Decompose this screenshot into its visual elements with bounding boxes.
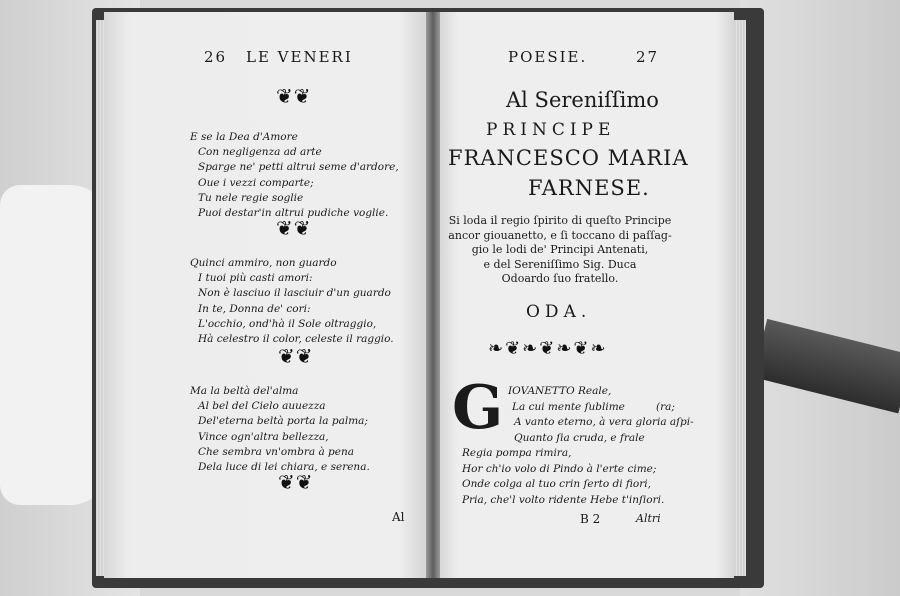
verse-line: Regia pompa rimira, (462, 447, 572, 459)
verse-line: I tuoi più casti amori: (198, 272, 313, 285)
right-page (434, 12, 734, 578)
argument-line: ancor giouanetto, e ſi toccano di paſſag- (448, 228, 672, 242)
verse-line: Dela luce di lei chiara, e serena. (198, 461, 370, 474)
verse-line: Quanto ſia cruda, e frale (514, 431, 645, 444)
verse-line: Pria, che'l volto ridente Hebe t'inſiori. (462, 493, 665, 506)
argument-line: Odoardo ſuo fratello. (501, 272, 619, 285)
verse-line: Sparge ne' petti altrui seme d'ardore, (198, 161, 399, 174)
verse-line: Non è lasciuo il lasciuir d'un guardo (198, 287, 391, 300)
argument-line: gio le lodi de' Principi Antenati, (471, 243, 649, 256)
verse-line: Ma la beltà del'alma (190, 385, 299, 397)
argument (440, 214, 680, 287)
argument-line: Si loda il regio ſpirito di queſto Principe (448, 214, 672, 227)
drop-cap-initial: G (452, 373, 504, 443)
verse-line: Del'eterna beltà porta la palma; (198, 415, 368, 428)
left-page-number: 26 (204, 48, 228, 66)
dedication-line: Al Sereniſſimo (506, 88, 659, 112)
ornament-1: ❦❦ (276, 84, 312, 108)
title-principe: PRINCIPE (486, 120, 616, 140)
verse-line: Quinci ammiro, non guardo (190, 257, 337, 269)
book-gutter (426, 12, 440, 578)
ornament-3: ❦❦ (278, 344, 314, 368)
verse-line: IOVANETTO Reale, (508, 385, 612, 397)
stanza-2 (190, 256, 394, 347)
signature-mark: B 2 (580, 512, 601, 526)
verse-line: A vanto eterno, à vera gloria aſpi- (514, 416, 694, 428)
verse-line: Tu nele regie soglie (198, 191, 304, 204)
verse-line: Vince ogn'altra bellezza, (198, 430, 329, 443)
title-farnese: FARNESE. (528, 176, 650, 200)
ornament-4: ❦❦ (278, 470, 314, 494)
ornament-2: ❦❦ (276, 216, 312, 240)
stanza-3 (190, 384, 370, 475)
oda-heading: ODA. (526, 302, 592, 322)
verse-tail: (ra; (656, 401, 675, 413)
verse-line: Onde colga al tuo crin ſerto di fiori, (462, 478, 651, 490)
verse-line: Hor ch'io volo di Pindo à l'erte cime; (462, 462, 657, 475)
right-running-head: POESIE. (508, 48, 588, 66)
verse-line: In te, Donna de' cori: (198, 302, 311, 315)
verse-line: La cui mente ſublime (512, 400, 625, 413)
left-catchword: Al (392, 510, 405, 524)
right-catchword: Altri (636, 512, 661, 525)
left-page (104, 12, 432, 578)
background-right (740, 0, 900, 596)
argument-line: e del Sereniſſimo Sig. Duca (483, 257, 637, 271)
page-edges-right (732, 20, 746, 576)
verse-line: Oue i vezzi comparte; (198, 176, 314, 189)
verse-line: E se la Dea d'Amore (190, 131, 298, 143)
title-francesco-maria: FRANCESCO MARIA (448, 146, 689, 170)
verse-line: Puoi destar'in altrui pudiche voglie. (198, 207, 389, 220)
verse-line: Che sembra vn'ombra à pena (198, 445, 354, 458)
ornament-band: ❧❦❧❦❧❦❧ (488, 338, 608, 359)
verse-line: L'occhio, ond'hà il Sole oltraggio, (198, 317, 377, 330)
verse-line: Al bel del Cielo auuezza (198, 400, 326, 413)
verse-line: Hà celestro il color, celeste il raggio. (198, 333, 394, 346)
verse-line: Con negligenza ad arte (198, 146, 322, 159)
left-running-head: LE VENERI (246, 48, 353, 66)
right-page-number: 27 (636, 48, 660, 66)
stanza-1 (190, 130, 399, 221)
